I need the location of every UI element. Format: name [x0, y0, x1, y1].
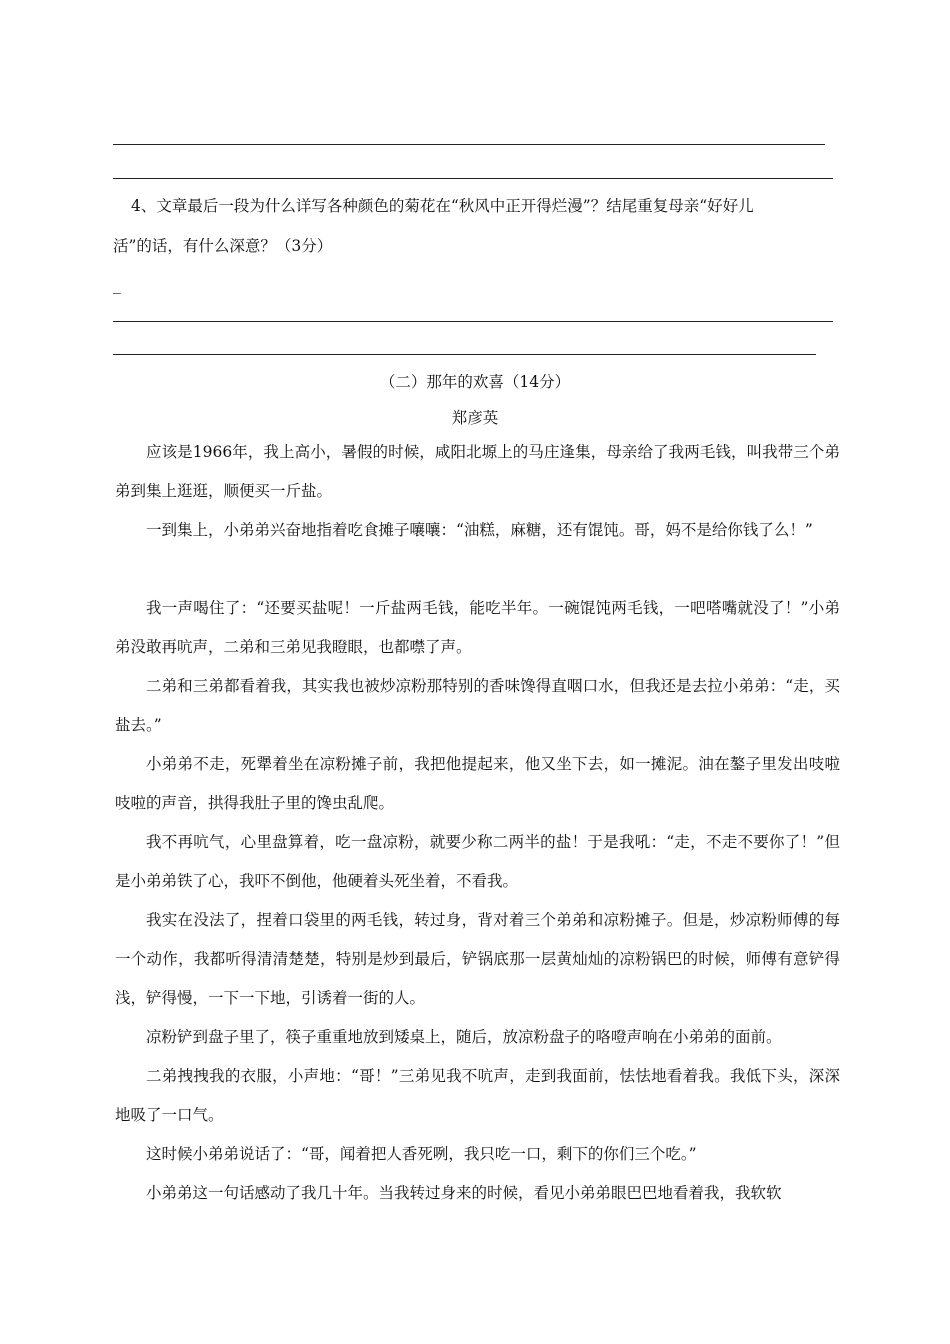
article-paragraph: 这时候小弟弟说话了：“哥，闻着把人香死咧，我只吃一口，剩下的你们三个吃。”: [146, 1145, 697, 1163]
answer-line: [113, 178, 833, 179]
answer-line: [113, 144, 825, 145]
question-4-line-1: 4、文章最后一段为什么详写各种颜色的菊花在“秋风中正开得烂漫”？结尾重复母亲“好好儿: [131, 197, 754, 215]
answer-line: [113, 321, 833, 322]
article-paragraph: 二弟和三弟都看着我，其实我也被炒凉粉那特别的香味馋得直咽口水，但我还是去拉小弟弟：“走，买盐去。”: [115, 677, 840, 734]
article-paragraph: 小弟弟不走，死犟着坐在凉粉摊子前，我把他提起来，他又坐下去，如一摊泥。油在鏊子里发出吱啦吱啦的声音，拱得我肚子里的馋虫乱爬。: [115, 755, 840, 812]
article-paragraph: 我一声喝住了：“还要买盐呢！一斤盐两毛钱，能吃半年。一碗馄饨两毛钱，一吧嗒嘴就没了！”小弟弟没敢再吭声，二弟和三弟见我瞪眼，也都噤了声。: [115, 599, 840, 656]
answer-mark: _: [113, 276, 121, 294]
article-paragraph: 小弟弟这一句话感动了我几十年。当我转过身来的时候，看见小弟弟眼巴巴地看着我，我软软: [146, 1184, 782, 1202]
article-paragraph: 二弟拽拽我的衣服，小声地：“哥！”三弟见我不吭声，走到我面前，怯怯地看着我。我低下头，深深地吸了一口气。: [115, 1067, 840, 1124]
question-4-line-2: 活”的话，有什么深意？（3分）: [113, 237, 333, 255]
article-paragraph: 凉粉铲到盘子里了，筷子重重地放到矮桌上，随后，放凉粉盘子的咯噔声响在小弟弟的面前。: [146, 1028, 782, 1046]
answer-line: [113, 354, 816, 355]
article-paragraph: 我不再吭气，心里盘算着，吃一盘凉粉，就要少称二两半的盐！于是我吼：“走，不走不要你了！”但是小弟弟铁了心，我吓不倒他，他硬着头死坐着，不看我。: [115, 833, 840, 890]
article-author: 郑彦英: [451, 409, 499, 427]
article-paragraph: 一到集上，小弟弟兴奋地指着吃食摊子嚷嚷：“油糕，麻糖，还有馄饨。哥，妈不是给你钱了么！”: [146, 521, 813, 539]
article-title: （二）那年的欢喜（14分）: [379, 373, 571, 391]
article-paragraph: 应该是1966年，我上高小，暑假的时候，咸阳北塬上的马庄逢集，母亲给了我两毛钱，叫我带三个弟弟到集上逛逛，顺便买一斤盐。: [115, 443, 840, 500]
article-paragraph: 我实在没法了，捏着口袋里的两毛钱，转过身，背对着三个弟弟和凉粉摊子。但是，炒凉粉师傅的每一个动作，我都听得清清楚楚，特别是炒到最后，铲锅底那一层黄灿灿的凉粉锅巴的时候，师傅有意铲得浅，铲得慢，一下一下地，引诱着一街的人。: [115, 911, 840, 1007]
